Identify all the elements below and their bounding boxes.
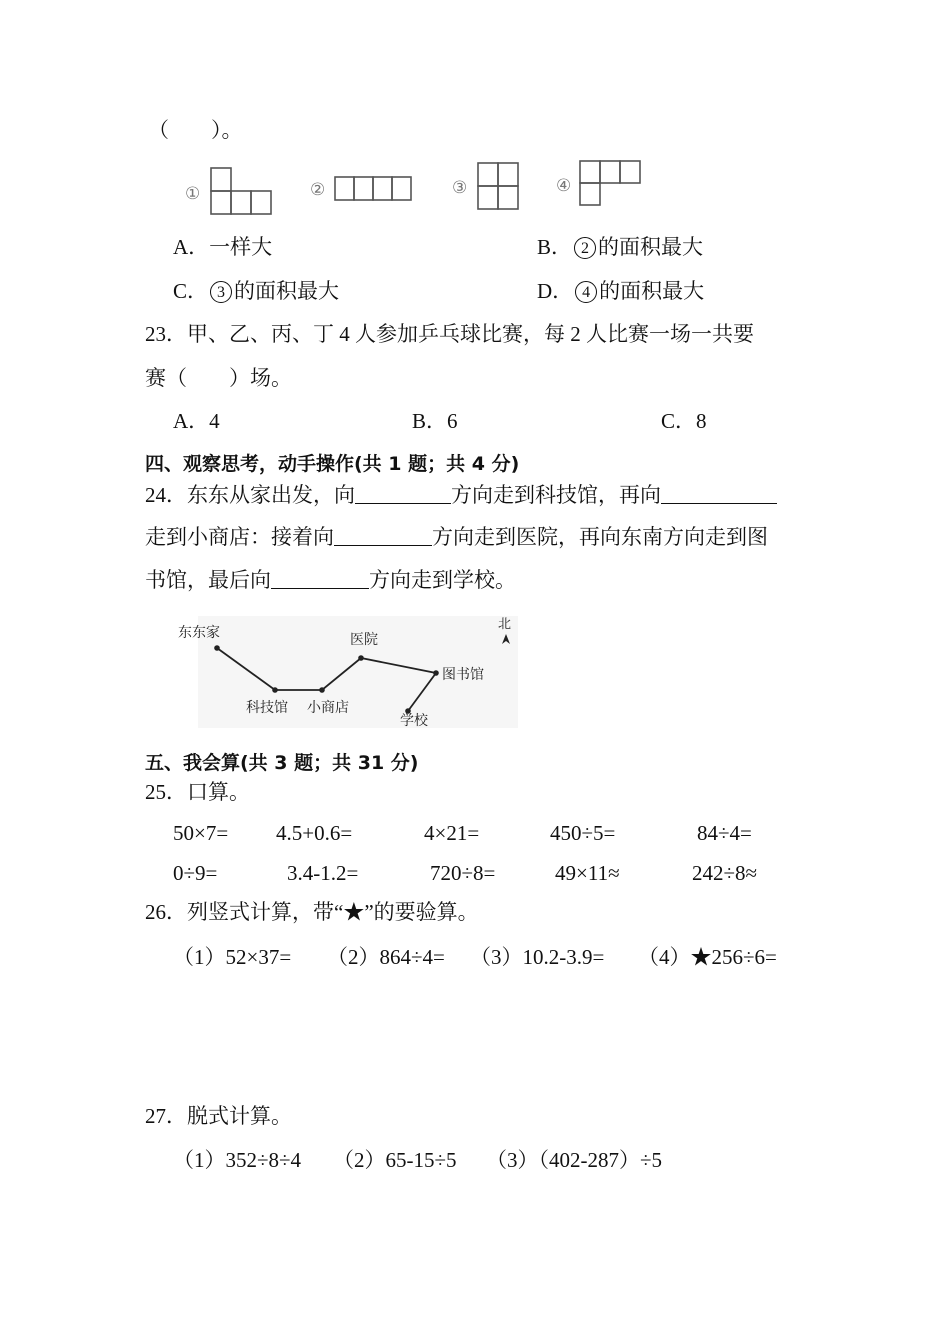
q23-option-b: B．6 — [412, 409, 458, 433]
point-hospital — [358, 655, 364, 661]
q26-item: （2）864÷4= — [327, 945, 445, 969]
q27-item: （2）65-15÷5 — [333, 1148, 457, 1172]
q25-item: 3.4-1.2= — [287, 861, 359, 885]
section-5-heading: 五、我会算(共 3 题；共 31 分) — [145, 752, 419, 774]
q25-item: 242÷8≈ — [692, 861, 758, 885]
shape-1 — [211, 168, 271, 214]
q25-title: 25．口算。 — [145, 780, 250, 804]
section-4-heading: 四、观察思考，动手操作(共 1 题；共 4 分) — [145, 453, 520, 475]
q22-option-c: C． 3 的面积最大 — [173, 279, 340, 303]
q25-item: 50×7= — [173, 821, 229, 845]
q24-blank-3[interactable] — [334, 523, 432, 546]
q24-line-2: 走到小商店：接着向 方向走到医院，再向东南方向走到图 — [145, 525, 768, 549]
shape-3 — [478, 163, 518, 209]
q22-option-b: B． 2 的面积最大 — [537, 235, 704, 259]
q22-option-d: D． 4 的面积最大 — [537, 279, 705, 303]
map-label-school: 学校 — [400, 713, 428, 729]
map-label-library: 图书馆 — [442, 667, 484, 683]
point-science-museum — [272, 687, 278, 693]
q23-option-a: A．4 — [173, 409, 220, 433]
point-library — [433, 670, 439, 676]
q25-item: 49×11≈ — [555, 861, 620, 885]
q27-item: （3）（402-287）÷5 — [486, 1148, 663, 1172]
q25-item: 84÷4= — [697, 821, 752, 845]
q25-item: 720÷8= — [430, 861, 496, 885]
shape-2 — [335, 177, 411, 200]
q25-item: 4×21= — [424, 821, 480, 845]
q26-title: 26．列竖式计算，带“★”的要验算。 — [145, 900, 479, 924]
north-label: 北 — [498, 617, 512, 632]
q25-item: 4.5+0.6= — [276, 821, 353, 845]
q24-blank-1[interactable] — [355, 481, 451, 504]
map-label-hospital: 医院 — [350, 632, 378, 648]
map-label-science-museum: 科技馆 — [246, 700, 288, 716]
q26-item: （4）★256÷6= — [638, 945, 777, 969]
q22-answer-blank: （ ）。 — [148, 118, 243, 142]
q24-blank-2[interactable] — [661, 481, 777, 504]
q27-title: 27．脱式计算。 — [145, 1104, 292, 1128]
q24-blank-4[interactable] — [271, 566, 369, 589]
q25-item: 0÷9= — [173, 861, 218, 885]
q26-item: （3）10.2-3.9= — [470, 945, 605, 969]
q27-item: （1）352÷8÷4 — [173, 1148, 302, 1172]
point-home — [214, 645, 220, 651]
shape-label-2: ② — [310, 180, 326, 200]
shape-label-3: ③ — [452, 178, 468, 198]
map-label-shop: 小商店 — [307, 700, 349, 716]
q22-option-a: A．一样大 — [173, 235, 273, 259]
q25-item: 450÷5= — [550, 821, 616, 845]
circled-number-4: 4 — [575, 281, 597, 303]
q22-shapes-figure — [150, 150, 670, 222]
q23-option-c: C．8 — [661, 409, 707, 433]
circled-number-3: 3 — [210, 281, 232, 303]
q24-route-map — [170, 612, 530, 730]
q23-line-2: 赛（ ）场。 — [145, 366, 292, 390]
shape-label-1: ① — [185, 184, 201, 204]
q23-line-1: 23．甲、乙、丙、丁 4 人参加乒乓球比赛，每 2 人比赛一场一共要 — [145, 322, 754, 346]
q24-line-1: 24．东东从家出发，向 方向走到科技馆，再向 — [145, 481, 777, 509]
circled-number-2: 2 — [574, 237, 596, 259]
q24-line-3: 书馆，最后向 方向走到学校。 — [145, 568, 516, 592]
map-label-home: 东东家 — [178, 625, 220, 641]
point-shop — [319, 687, 325, 693]
q26-item: （1）52×37= — [173, 945, 292, 969]
shape-4 — [580, 161, 640, 205]
shape-label-4: ④ — [556, 176, 572, 196]
